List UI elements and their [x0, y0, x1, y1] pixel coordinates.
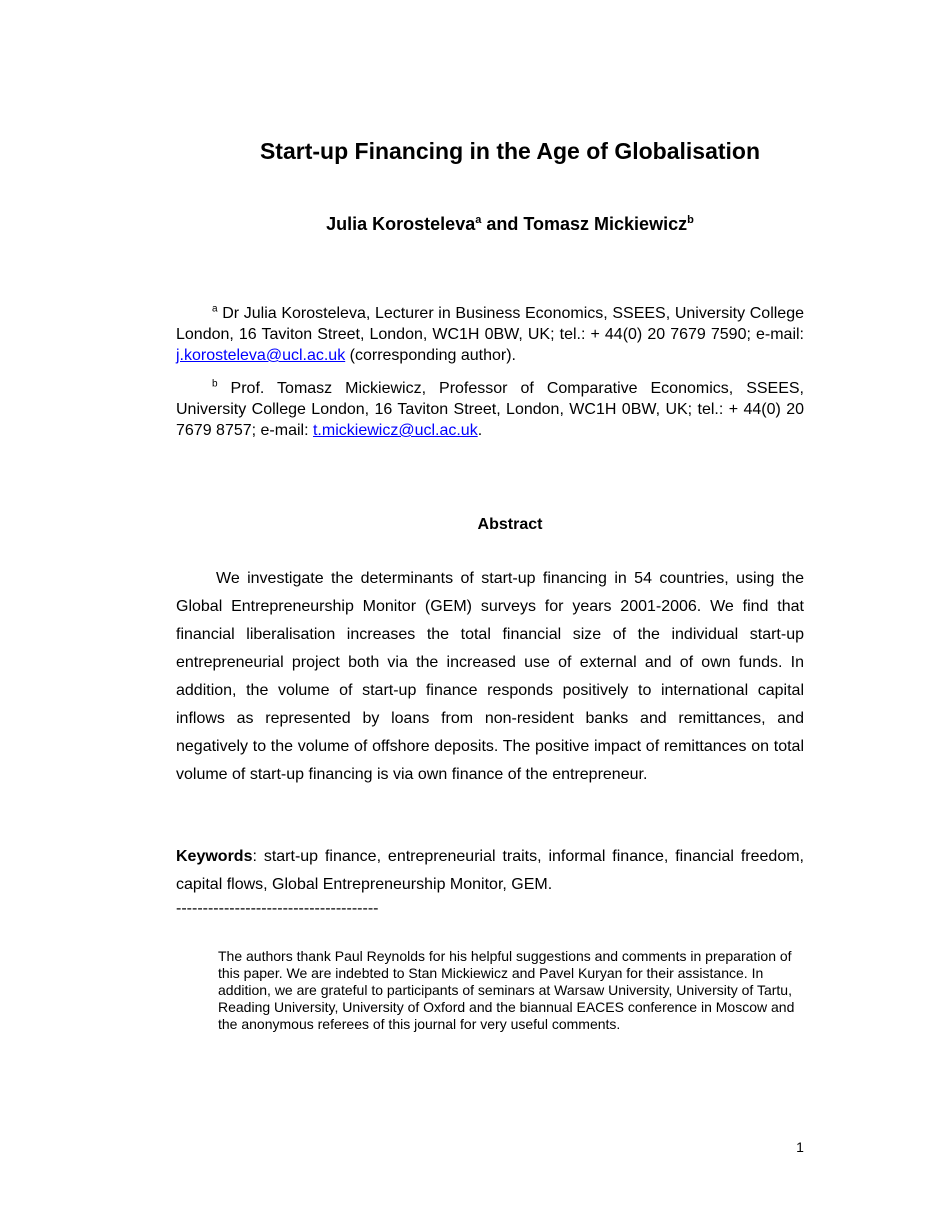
- email-link-mickiewicz[interactable]: t.mickiewicz@ucl.ac.uk: [312, 422, 478, 439]
- author-1-affiliation-mark: a: [475, 214, 482, 226]
- abstract-text: We investigate the determinants of start-up financing in 54 countries, using the Global Entrepreneurship Monitor (GEM) surveys for years 2001-2006. We find that financial liberalisation increases the total financial size of the individual start-up entrepreneurial project both via the increased use of external and of own funds. In addition, the volume of start-up finance responds positively to international capital inflows as represented by loans from non-resident banks and remittances, and negatively to the volume of offshore deposits. The positive impact of remittances on total volume of start-up financing is via own finance of the entrepreneur.: [176, 570, 804, 783]
- page-content: [176, 0, 804, 1033]
- keywords-text: : start-up finance, entrepreneurial traits, informal finance, financial freedom, capital flows, Global Entrepreneurship Monitor, GEM.: [176, 848, 804, 893]
- author-2-affiliation-mark: b: [687, 214, 694, 226]
- acknowledgements-note: The authors thank Paul Reynolds for his helpful suggestions and comments in preparation of this paper. We are indebted to Stan Mickiewicz and Pavel Kuryan for their assistance. In addition, we are grateful to participants of seminars at Warsaw University, University of Tartu, Reading University, University of Oxford and the biannual EACES conference in Moscow and the anonymous referees of this journal for very useful comments.: [218, 948, 795, 1032]
- keywords-line: [176, 843, 804, 899]
- keywords-label: Keywords: [176, 848, 253, 865]
- paper-title: Start-up Financing in the Age of Globalisation: [259, 138, 761, 164]
- authors-line: [176, 212, 804, 236]
- authors-connector: and: [481, 214, 524, 234]
- affiliation-b-text: Prof. Tomasz Mickiewicz, Professor of Comparative Economics, SSEES, University College London, 16 Taviton Street, London, WC1H 0BW, UK; tel.: + 44(0) 20 7679 8757; e-mail:: [176, 380, 804, 439]
- affiliation-note-a: [176, 303, 804, 366]
- affiliation-a-text: Dr Julia Korosteleva, Lecturer in Business Economics, SSEES, University College London, 16 Taviton Street, London, WC1H 0BW, UK; tel.: + 44(0) 20 7679 7590; e-mail:: [176, 305, 804, 343]
- page-number: 1: [796, 1139, 804, 1155]
- abstract-heading: Abstract: [477, 516, 543, 533]
- affiliation-a-suffix: (corresponding author).: [345, 347, 516, 364]
- affiliation-note-b: [176, 378, 804, 441]
- affiliation-b-suffix: .: [477, 422, 483, 439]
- affiliation-a-superscript: a: [212, 303, 218, 315]
- author-1-name: Julia Korosteleva: [326, 214, 476, 234]
- affiliation-b-superscript: b: [212, 378, 218, 390]
- author-2-name: Tomasz Mickiewicz: [523, 214, 688, 234]
- email-link-korosteleva[interactable]: j.korosteleva@ucl.ac.uk: [176, 347, 346, 364]
- footnote-separator-dashes: --------------------------------------: [176, 900, 379, 917]
